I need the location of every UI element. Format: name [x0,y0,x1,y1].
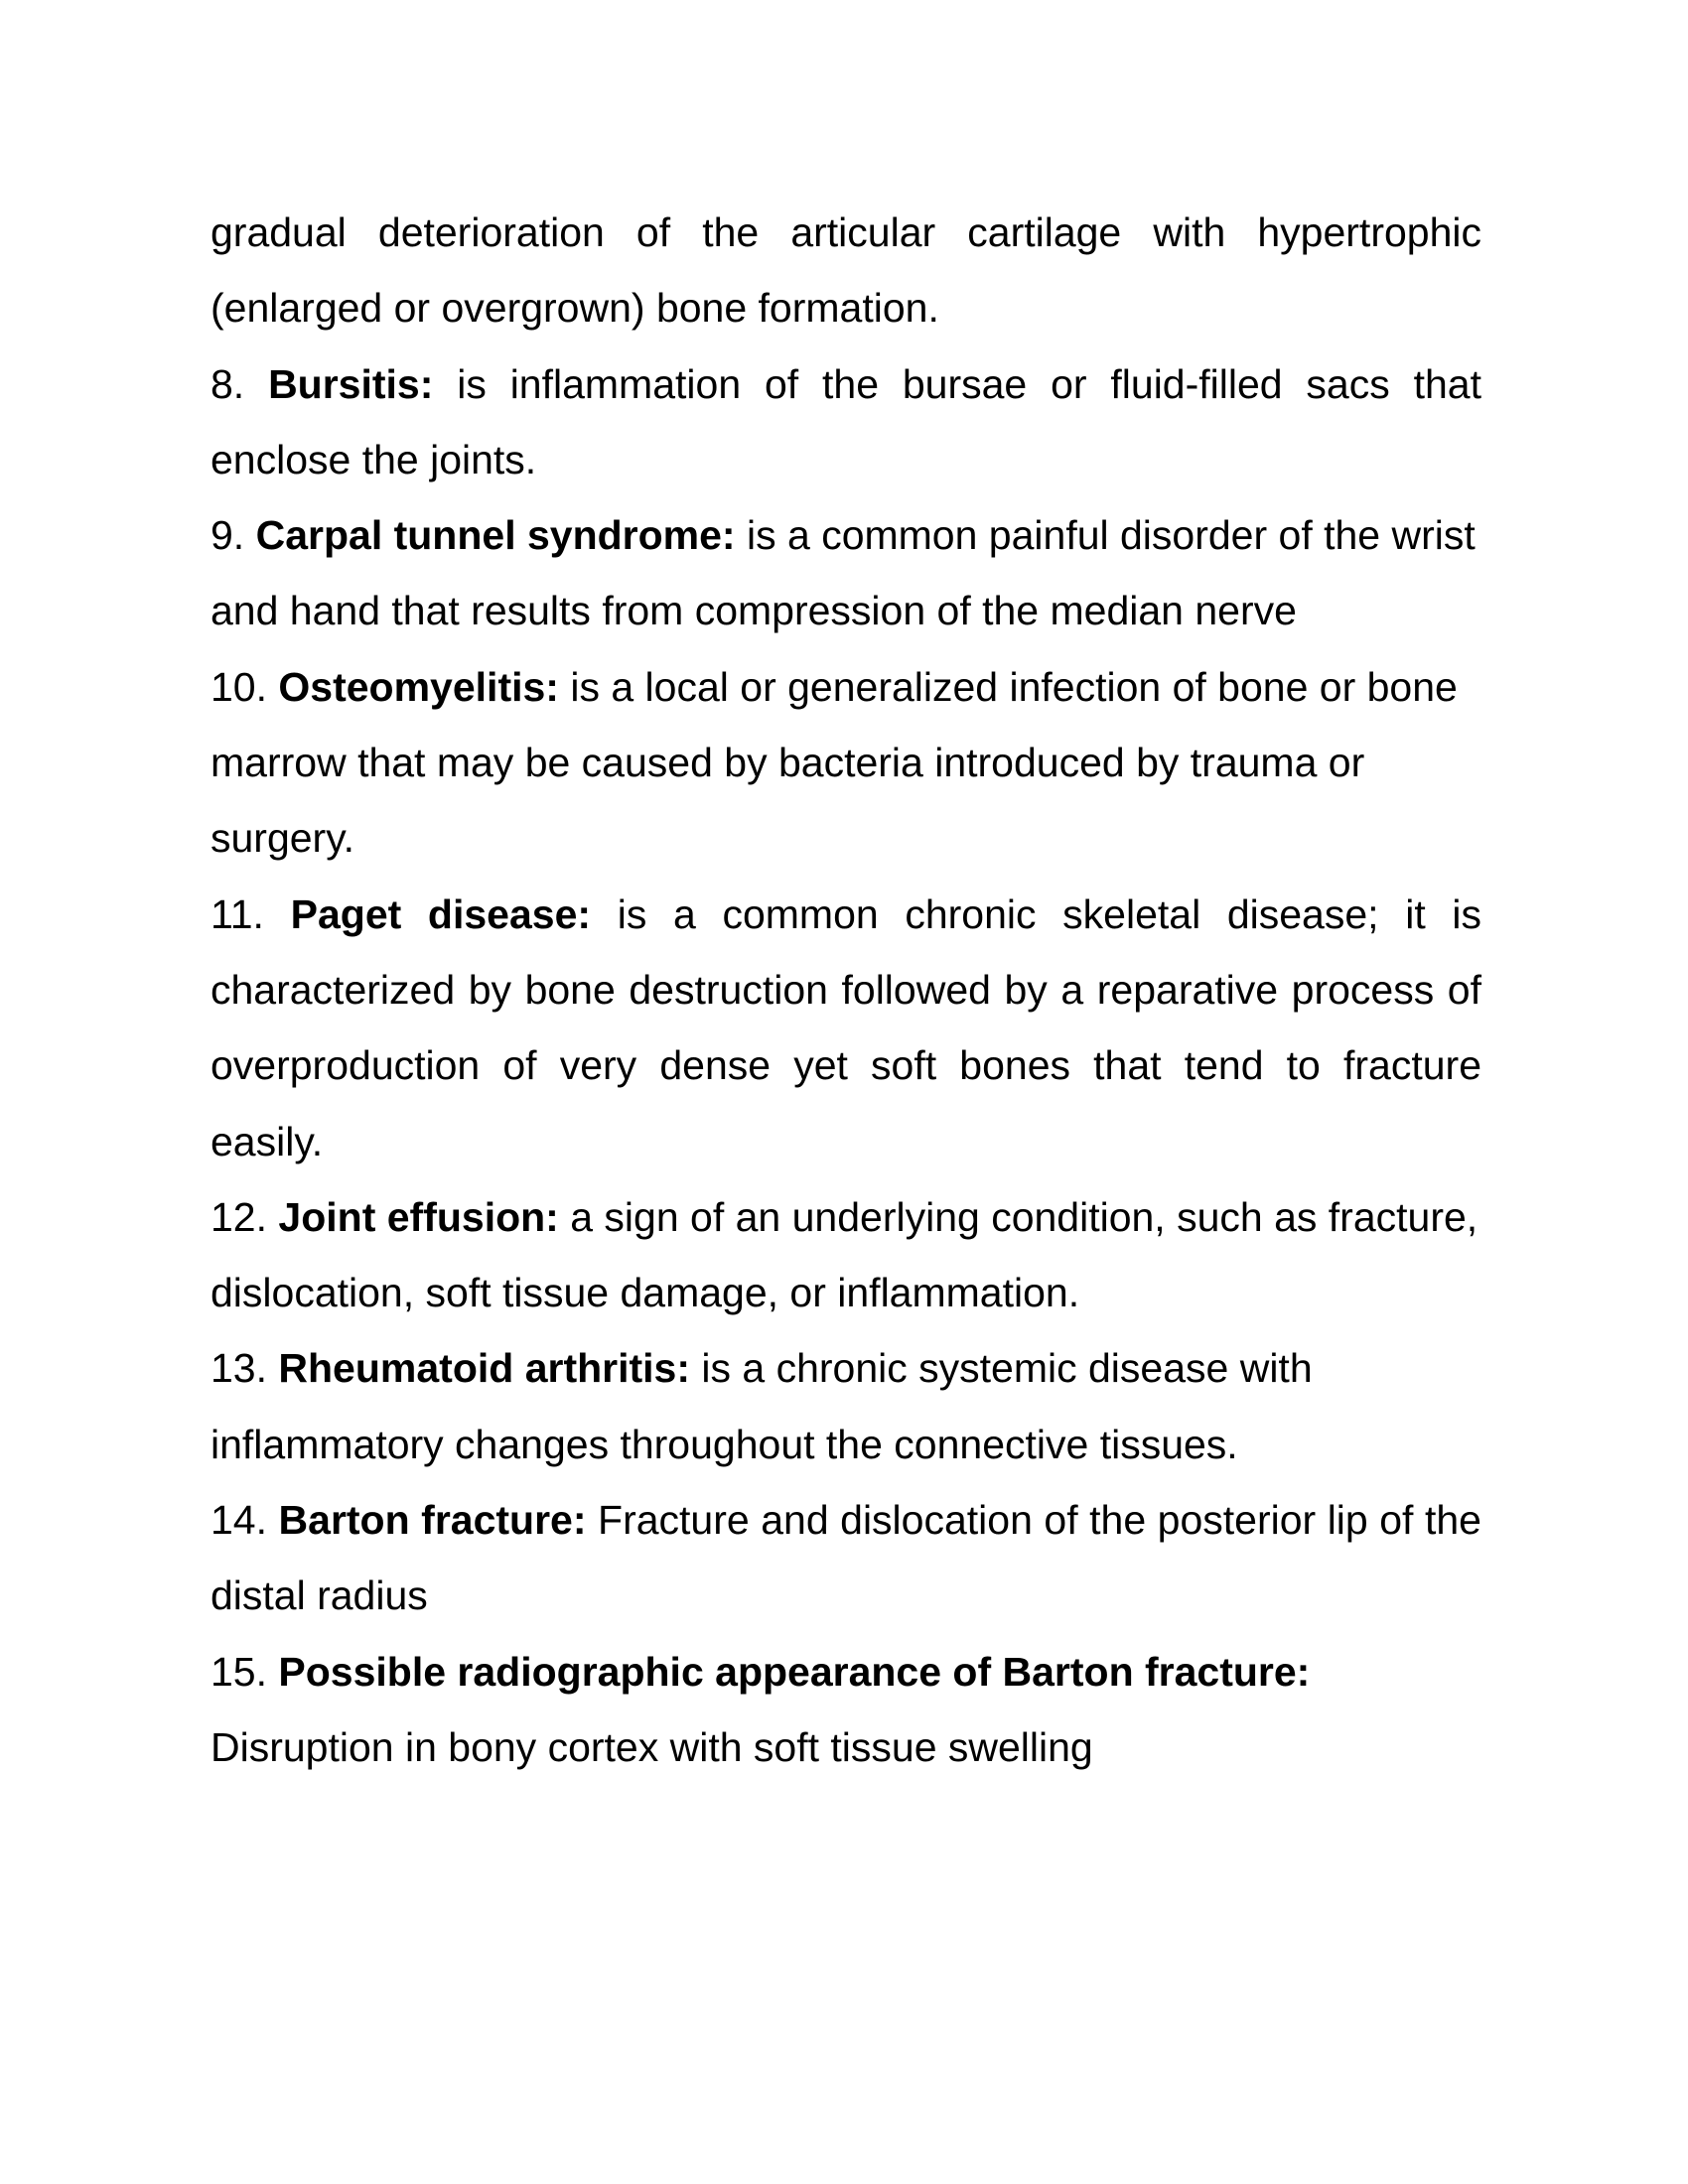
item-definition: Fracture and dislocation of the posterior lip of the distal radius [211,1497,1481,1619]
item-definition: is a chronic systemic disease with inflammatory changes throughout the connective tissues. [211,1345,1313,1467]
list-item-joint-effusion [211,1179,1481,1331]
item-term: Osteomyelitis: [278,663,559,710]
item-number: 9. [211,512,245,559]
intro-paragraph [211,195,1481,346]
item-number: 10. [211,663,267,710]
document-body [211,195,1481,1785]
item-number: 14. [211,1497,267,1544]
list-item-bursitis [211,346,1481,498]
item-definition: is a common chronic skeletal disease; it is characterized by bone destruction followed by a reparative process of overproduction of very dense yet soft bones that tend to fracture easily. [211,890,1481,1164]
item-term: Rheumatoid arthritis: [278,1345,690,1392]
item-term: Possible radiographic appearance of Barton fracture: [278,1648,1311,1695]
item-definition: Disruption in bony cortex with soft tissue swelling [211,1723,1093,1770]
list-item-rheumatoid-arthritis [211,1330,1481,1482]
item-term: Carpal tunnel syndrome: [255,512,736,559]
item-number: 13. [211,1345,267,1392]
list-item-barton-fracture [211,1482,1481,1634]
item-definition: is a local or generalized infection of bone or bone marrow that may be caused by bacteria introduced by trauma or surgery. [211,663,1458,862]
item-number: 15. [211,1648,267,1695]
item-term: Bursitis: [268,360,434,407]
item-term: Barton fracture: [278,1497,587,1544]
list-item-barton-radiographic [211,1634,1481,1786]
item-term: Joint effusion: [278,1193,559,1240]
list-item-carpal-tunnel [211,497,1481,649]
item-number: 12. [211,1193,267,1240]
item-definition: is a common painful disorder of the wrist and hand that results from compression of the median nerve [211,512,1476,634]
list-item-paget-disease [211,877,1481,1179]
item-number: 8. [211,360,245,407]
item-definition: is inflammation of the bursae or fluid-filled sacs that enclose the joints. [211,360,1481,482]
item-definition: a sign of an underlying condition, such as fracture, dislocation, soft tissue damage, or inflammation. [211,1193,1478,1316]
item-term: Paget disease: [290,890,592,937]
intro-text: gradual deterioration of the articular cartilage with hypertrophic (enlarged or overgrown) bone formation. [211,209,1481,332]
list-item-osteomyelitis [211,649,1481,877]
item-number: 11. [211,890,264,937]
